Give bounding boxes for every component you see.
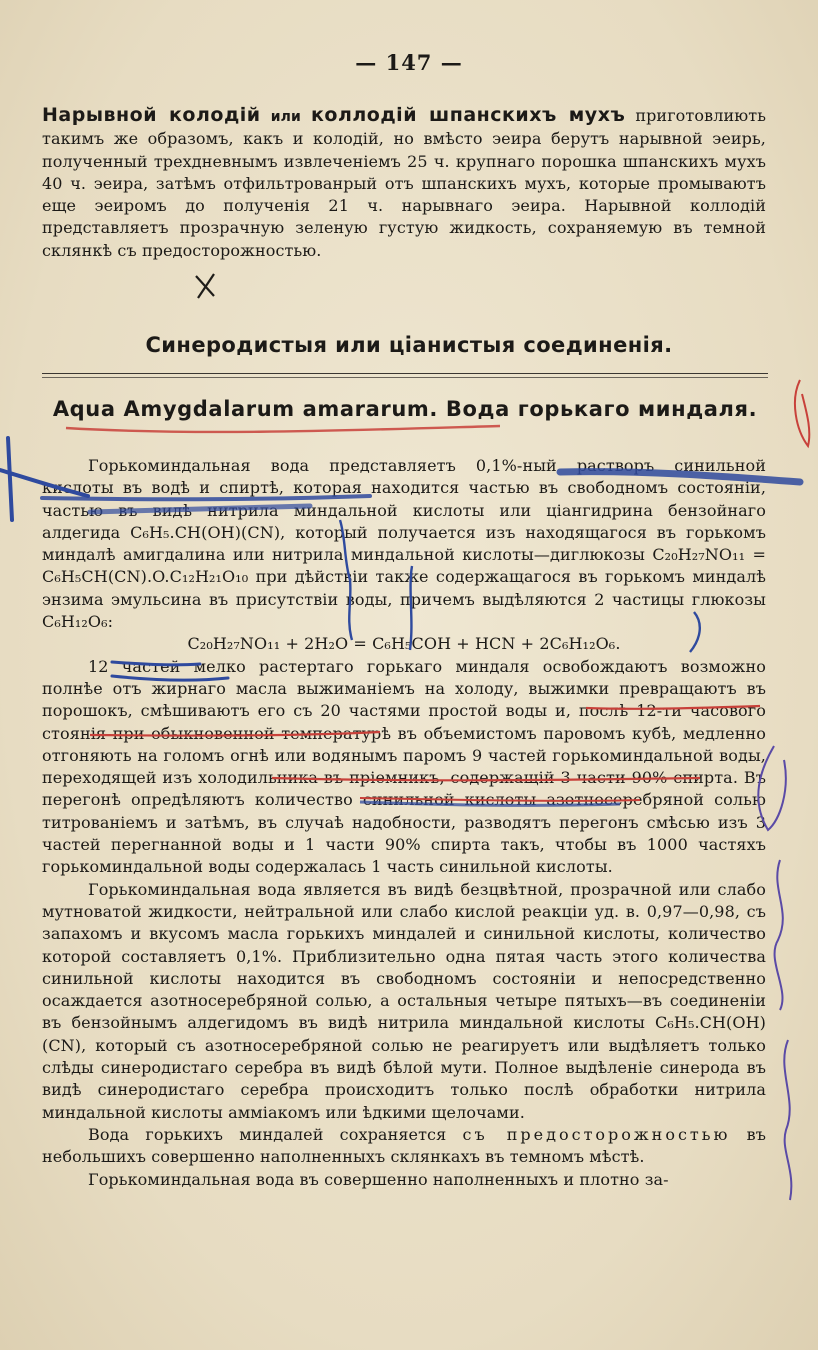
nar-collodion-text: приготовлиють такимъ же образомъ, какъ и колодій, но вмѣсто эеира берутъ нарывной эеирь, полученный трехдневнымъ извлеченіемъ 25 ч. крупнаго порошка шпанскихъ мухъ 40 ч. эеира, затѣмъ отфильтрованрый отъ шпанскихъ мухъ, которые промываютъ еще эеиромъ до полученія 21 ч. нарывнаго эеира. Нарывной коллодій представляетъ прозрачную зеленую густую жидкость, сохраняемую въ темной склянкѣ съ предосторожностью. [42, 106, 767, 260]
paragraph-1: Горькоминдальная вода представляетъ 0,1%-ный растворъ синильной кислоты въ водѣ и спиртѣ, которая находится частью въ свободномъ состояніи, частью въ видѣ нитрила миндальной кислоты или ціангидрина бензойнаго алдегида C₆H₅.CH(OH)(CN), который получается изъ находящагося въ горькомъ миндалѣ амигдалина или нитрила миндальной кислоты—диглюкозы C₂₀H₂₇NO₁₁ = C₆H₅CH(CN).O.C₁₂H₂₁O₁₀ при дѣйствіи также содержащагося въ горькомъ миндалѣ энзима эмульсина въ присутствіи воды, причемъ выдѣляются 2 частицы глюкозы C₆H₁₂O₆: [42, 456, 766, 632]
ink-red-underline-title [66, 426, 500, 432]
body-text [42, 455, 766, 1191]
heading-cantharides-collodion: коллодій шпанскихъ мухъ [311, 104, 626, 126]
paragraph-4-spaced: съ предосторожностью [462, 1124, 731, 1144]
paragraph-4-start: Вода горькихъ миндалей сохраняется [88, 1124, 447, 1144]
paragraph-5: Горькоминдальная вода въ совершенно наполненныхъ и плотно за- [88, 1169, 669, 1189]
section-title: Синеродистыя или ціанистыя соединенія. [145, 333, 673, 357]
divider-line [42, 373, 768, 374]
page-number: — 147 — [355, 50, 463, 75]
ink-red-margin-mark [795, 380, 809, 446]
ink-x-mark [196, 274, 214, 298]
heading-nar-collodion: Нарывной колодій [42, 104, 261, 126]
divider-line-thin [42, 377, 768, 378]
section-nar-collodion [42, 104, 766, 262]
heading-or: или [270, 109, 301, 125]
paragraph-4-end: въ небольшихъ совершенно наполненныхъ склянкахъ въ темномъ мѣстѣ. [42, 1124, 766, 1167]
paragraph-3: Горькоминдальная вода является въ видѣ безцвѣтной, прозрачной или слабо мутноватой жидкости, нейтральной или слабо кислой реакціи уд. в. 0,97—0,98, съ запахомъ и вкусомъ масла горькихъ миндалей и синильной кислоты, количество которой составляетъ 0,1%. Приблизительно одна пятая часть этого количества синильной кислоты находится въ свободномъ состояніи и непосредственно осаждается азотносеребряной солью, а остальныя четыре пятыхъ—въ соединеніи въ бензойнымъ алдегидомъ въ видѣ нитрила миндальной кислоты C₆H₅.CH(OH)(CN), который съ азотносеребряной солью не реагируетъ или выдѣляетъ только слѣды синеродистаго серебра въ видѣ бѣлой мути. Полное выдѣленіе синерода въ видѣ синеродистаго серебра происходитъ только послѣ обработки нитрила миндальной кислоты амміакомъ или ѣдкими щелочами. [42, 879, 766, 1122]
paragraph-2: 12 частей мелко растертаго горькаго миндаля освобождаютъ возможно полнѣе отъ жирнаго масла выжиманіемъ на холоду, выжимки превращаютъ въ порошокъ, смѣшиваютъ его съ 20 частями простой воды и, послѣ 12-ти часового стоянія при обыкновенной температурѣ въ объемистомъ паровомъ кубѣ, медленно отгоняють на голомъ огнѣ или водянымъ паромъ 9 частей горькоминдальной воды, переходящей изъ холодильника въ пріемникъ, содержащій 3 части 90% спирта. Въ перегонѣ опредѣляютъ количество синильной кислоты азотносеребряной солью титрованіемъ и затѣмъ, въ случаѣ надобности, разводятъ перегонъ смѣсью изъ 3 частей перегнанной воды и 1 части 90% спирта такъ, чтобы въ 1000 частяхъ горькоминдальной воды содержалась 1 часть синильной кислоты. [42, 656, 766, 877]
reaction-formula: C₂₀H₂₇NO₁₁ + 2H₂O = C₆H₅COH + HCN + 2C₆H₁₂O₆. [187, 634, 621, 654]
subsection-title: Aqua Amygdalarum amararum. Вода горькаго миндаля. [52, 397, 758, 421]
ink-violet-margin-3 [784, 1040, 791, 1200]
paragraph-4 [42, 1124, 766, 1169]
ink-violet-margin-2 [775, 860, 783, 1010]
